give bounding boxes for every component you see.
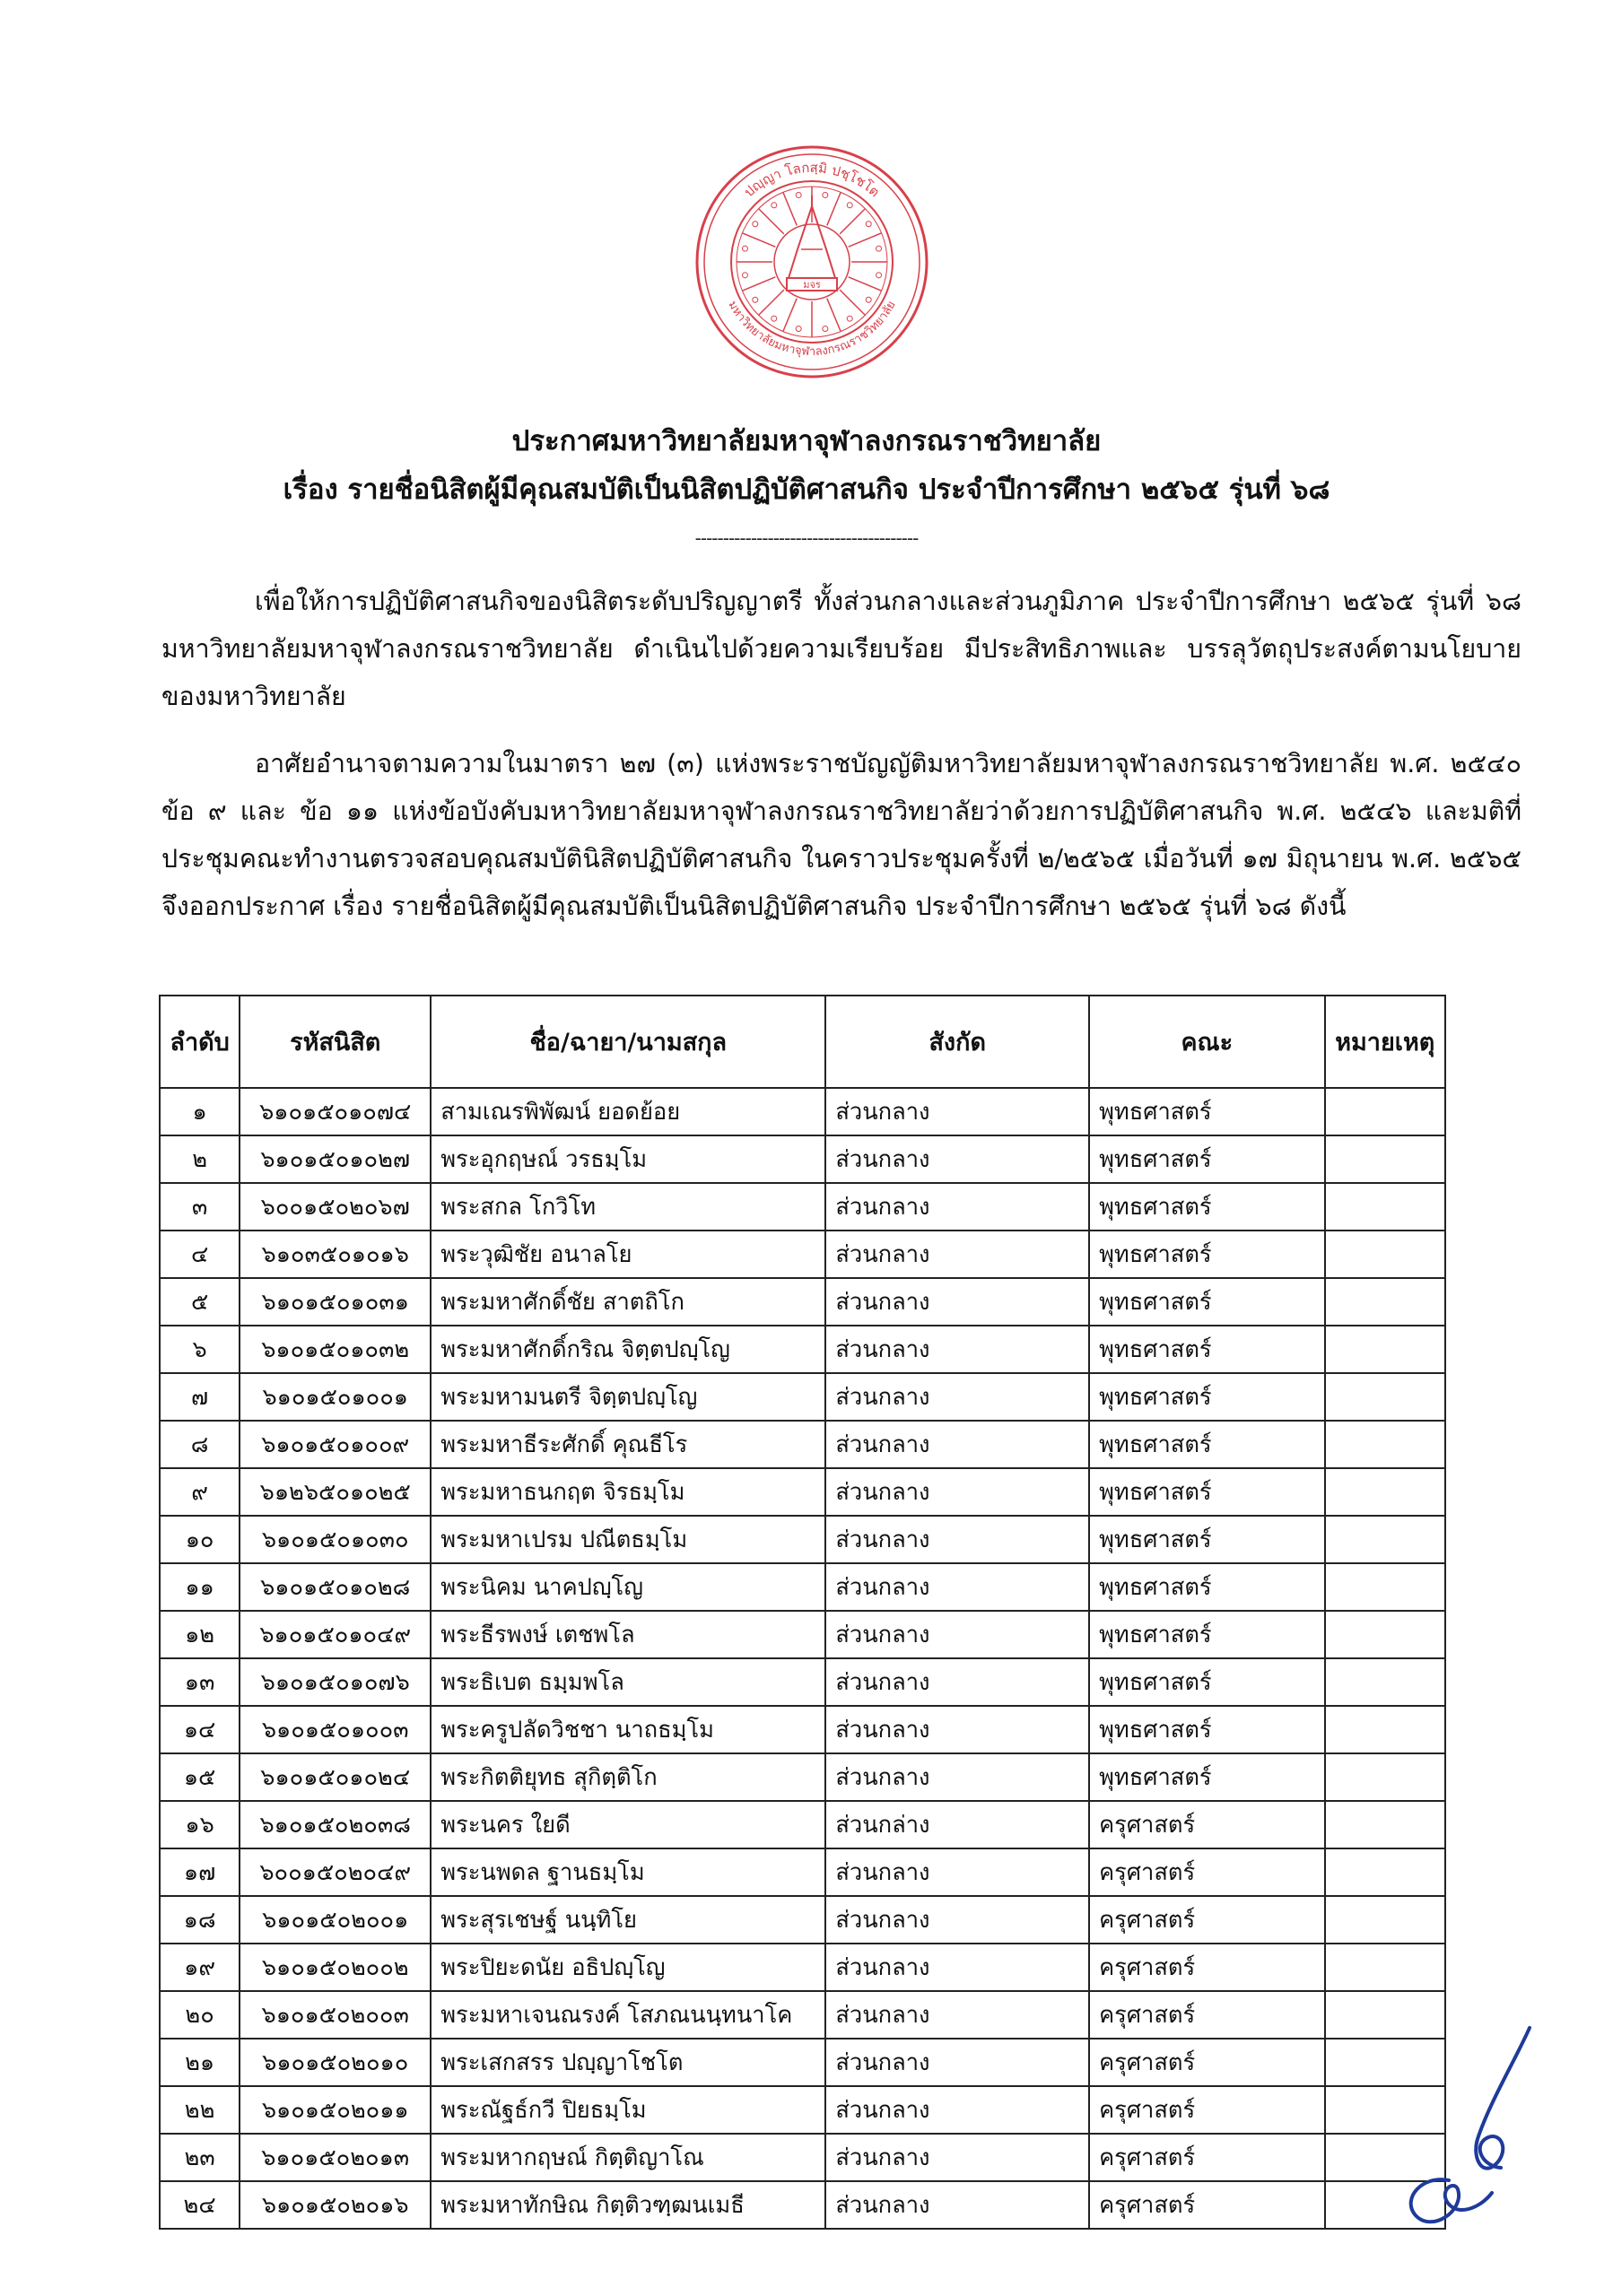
- row-faculty: พุทธศาสตร์: [1089, 1326, 1324, 1373]
- row-student-id: ๖๑๐๑๕๐๒๐๐๒: [240, 1944, 431, 1991]
- row-faculty: ครุศาสตร์: [1089, 1801, 1324, 1848]
- row-note: [1325, 1468, 1445, 1516]
- row-faculty: พุทธศาสตร์: [1089, 1706, 1324, 1753]
- row-name: พระนพดล ฐานธมฺโม: [431, 1848, 825, 1896]
- row-name: สามเณรพิพัฒน์ ยอดย้อย: [431, 1088, 825, 1135]
- row-faculty: พุทธศาสตร์: [1089, 1563, 1324, 1611]
- row-unit: ส่วนกลาง: [825, 1326, 1089, 1373]
- row-unit: ส่วนกลาง: [825, 1658, 1089, 1706]
- table-row: [160, 1991, 1445, 2039]
- table-row: [160, 1088, 1445, 1135]
- row-student-id: ๖๑๐๑๕๐๑๐๓๒: [240, 1326, 431, 1373]
- row-order: ๒๔: [160, 2181, 240, 2229]
- row-faculty: ครุศาสตร์: [1089, 2134, 1324, 2181]
- row-student-id: ๖๑๐๑๕๐๑๐๗๖: [240, 1658, 431, 1706]
- table-row: [160, 1801, 1445, 1848]
- table-row: [160, 1563, 1445, 1611]
- row-faculty: พุทธศาสตร์: [1089, 1135, 1324, 1183]
- row-faculty: พุทธศาสตร์: [1089, 1088, 1324, 1135]
- row-name: พระมหาทักษิณ กิตฺติวฑฺฒนเมธี: [431, 2181, 825, 2229]
- body-paragraph-2: อาศัยอำนาจตามความในมาตรา ๒๗ (๓) แห่งพระราชบัญญัติมหาวิทยาลัยมหาจุฬาลงกรณราชวิทยาลัย พ.ศ. ๒๕๔๐ ข้อ ๙ และ ข้อ ๑๑ แห่งข้อบังคับมหาวิทยาลัยมหาจุฬาลงกรณราชวิทยาลัยว่าด้วยการปฏิบัติศาสนกิจ พ.ศ. ๒๕๔๖ และมติที่ประชุมคณะทำงานตรวจสอบคุณสมบัตินิสิตปฏิบัติศาสนกิจ ในคราวประชุมครั้งที่ ๒/๒๕๖๕ เมื่อวันที่ ๑๗ มิถุนายน พ.ศ. ๒๕๖๕ จึงออกประกาศ เรื่อง รายชื่อนิสิตผู้มีคุณสมบัติเป็นนิสิตปฏิบัติศาสนกิจ ประจำปีการศึกษา ๒๕๖๕ รุ่นที่ ๖๘ ดังนี้: [161, 749, 1521, 921]
- row-name: พระมหากฤษณ์ กิตฺติญาโณ: [431, 2134, 825, 2181]
- row-unit: ส่วนกลาง: [825, 1706, 1089, 1753]
- row-student-id: ๖๑๐๑๕๐๑๐๐๓: [240, 1706, 431, 1753]
- row-name: พระสุรเชษฐ์ นนฺทิโย: [431, 1896, 825, 1944]
- row-unit: ส่วนกลาง: [825, 1088, 1089, 1135]
- row-faculty: พุทธศาสตร์: [1089, 1658, 1324, 1706]
- row-note: [1325, 1563, 1445, 1611]
- row-name: พระนิคม นาคปญฺโญ: [431, 1563, 825, 1611]
- row-order: ๖: [160, 1326, 240, 1373]
- announcement-title: ประกาศมหาวิทยาลัยมหาจุฬาลงกรณราชวิทยาลัย: [511, 425, 1102, 457]
- table-row: [160, 1421, 1445, 1468]
- row-unit: ส่วนกลาง: [825, 1611, 1089, 1658]
- header-student-id: รหัสนิสิต: [240, 996, 431, 1088]
- row-note: [1325, 1088, 1445, 1135]
- table-row: [160, 1135, 1445, 1183]
- row-student-id: ๖๐๐๑๕๐๒๐๔๙: [240, 1848, 431, 1896]
- row-unit: ส่วนกลาง: [825, 1991, 1089, 2039]
- row-order: ๑๔: [160, 1706, 240, 1753]
- row-order: ๒๒: [160, 2086, 240, 2134]
- row-unit: ส่วนกลาง: [825, 1373, 1089, 1421]
- table-row: [160, 1848, 1445, 1896]
- signature-mark: [1395, 2022, 1548, 2229]
- table-row: [160, 2181, 1445, 2229]
- row-student-id: ๖๑๐๑๕๐๒๐๑๓: [240, 2134, 431, 2181]
- row-unit: ส่วนกลาง: [825, 2086, 1089, 2134]
- table-row: [160, 1516, 1445, 1563]
- row-student-id: ๖๐๐๑๕๐๒๐๖๗: [240, 1183, 431, 1231]
- table-row: [160, 1753, 1445, 1801]
- table-row: [160, 1326, 1445, 1373]
- header-order: ลำดับ: [160, 996, 240, 1088]
- row-faculty: พุทธศาสตร์: [1089, 1421, 1324, 1468]
- row-order: ๕: [160, 1278, 240, 1326]
- row-faculty: พุทธศาสตร์: [1089, 1231, 1324, 1278]
- table-row: [160, 2134, 1445, 2181]
- row-student-id: ๖๑๐๑๕๐๒๐๑๑: [240, 2086, 431, 2134]
- row-order: ๗: [160, 1373, 240, 1421]
- row-name: พระมหาศักดิ์ชัย สาตถิโก: [431, 1278, 825, 1326]
- table-row: [160, 1278, 1445, 1326]
- row-unit: ส่วนกลาง: [825, 1896, 1089, 1944]
- row-name: พระเสกสรร ปญฺญาโชโต: [431, 2039, 825, 2086]
- row-note: [1325, 1183, 1445, 1231]
- row-order: ๒๑: [160, 2039, 240, 2086]
- row-student-id: ๖๑๒๖๕๐๑๐๒๕: [240, 1468, 431, 1516]
- row-order: ๑๒: [160, 1611, 240, 1658]
- row-faculty: ครุศาสตร์: [1089, 1896, 1324, 1944]
- row-order: ๙: [160, 1468, 240, 1516]
- row-faculty: ครุศาสตร์: [1089, 1991, 1324, 2039]
- row-unit: ส่วนกลาง: [825, 2134, 1089, 2181]
- header-name: ชื่อ/ฉายา/นามสกุล: [431, 996, 825, 1088]
- announcement-subject: เรื่อง รายชื่อนิสิตผู้มีคุณสมบัติเป็นนิสิตปฏิบัติศาสนกิจ ประจำปีการศึกษา ๒๕๖๕ รุ่นที่ ๖๘: [283, 474, 1330, 506]
- table-row: [160, 1706, 1445, 1753]
- title-divider: ----------------------------------------: [694, 527, 919, 549]
- table-row: [160, 1231, 1445, 1278]
- student-roster-table: [159, 995, 1446, 2230]
- table-row: [160, 1658, 1445, 1706]
- row-student-id: ๖๑๐๑๕๐๒๐๓๘: [240, 1801, 431, 1848]
- svg-text:มจร: มจร: [803, 279, 821, 291]
- row-name: พระมหาธนกฤต จิรธมฺโม: [431, 1468, 825, 1516]
- row-name: พระอุกฤษณ์ วรธมฺโม: [431, 1135, 825, 1183]
- table-header-row: [160, 996, 1445, 1088]
- row-student-id: ๖๑๐๑๕๐๒๐๑๐: [240, 2039, 431, 2086]
- row-name: พระมหาเจนณรงค์ โสภณนนฺทนาโค: [431, 1991, 825, 2039]
- row-name: พระธีรพงษ์ เตชพโล: [431, 1611, 825, 1658]
- row-order: ๘: [160, 1421, 240, 1468]
- row-note: [1325, 1326, 1445, 1373]
- row-order: ๑: [160, 1088, 240, 1135]
- row-unit: ส่วนกลาง: [825, 1468, 1089, 1516]
- row-unit: ส่วนกลาง: [825, 2039, 1089, 2086]
- table-row: [160, 1611, 1445, 1658]
- row-faculty: พุทธศาสตร์: [1089, 1516, 1324, 1563]
- row-order: ๓: [160, 1183, 240, 1231]
- row-name: พระมหามนตรี จิตฺตปญฺโญ: [431, 1373, 825, 1421]
- table-row: [160, 1468, 1445, 1516]
- row-unit: ส่วนกลาง: [825, 1135, 1089, 1183]
- row-order: ๑๓: [160, 1658, 240, 1706]
- row-unit: ส่วนกลาง: [825, 1563, 1089, 1611]
- row-student-id: ๖๑๐๑๕๐๑๐๔๙: [240, 1611, 431, 1658]
- row-faculty: พุทธศาสตร์: [1089, 1753, 1324, 1801]
- row-name: พระปิยะดนัย อธิปญฺโญ: [431, 1944, 825, 1991]
- row-name: พระวุฒิชัย อนาลโย: [431, 1231, 825, 1278]
- row-unit: ส่วนกลาง: [825, 1231, 1089, 1278]
- row-order: ๑๐: [160, 1516, 240, 1563]
- row-unit: ส่วนกลาง: [825, 1278, 1089, 1326]
- row-student-id: ๖๑๐๑๕๐๑๐๒๔: [240, 1753, 431, 1801]
- row-order: ๑๑: [160, 1563, 240, 1611]
- row-order: ๑๕: [160, 1753, 240, 1801]
- row-unit: ส่วนกลาง: [825, 1944, 1089, 1991]
- row-note: [1325, 1944, 1445, 1991]
- table-row: [160, 1896, 1445, 1944]
- row-name: พระมหาเปรม ปณีตธมฺโม: [431, 1516, 825, 1563]
- row-faculty: ครุศาสตร์: [1089, 2181, 1324, 2229]
- row-student-id: ๖๑๐๑๕๐๑๐๒๗: [240, 1135, 431, 1183]
- row-name: พระมหาธีระศักดิ์ คุณธีโร: [431, 1421, 825, 1468]
- row-note: [1325, 1801, 1445, 1848]
- svg-text:มหาวิทยาลัยมหาจุฬาลงกรณราชวิทย: มหาวิทยาลัยมหาจุฬาลงกรณราชวิทยาลัย: [725, 299, 899, 360]
- row-note: [1325, 1231, 1445, 1278]
- row-note: [1325, 1753, 1445, 1801]
- row-faculty: ครุศาสตร์: [1089, 2086, 1324, 2134]
- row-faculty: ครุศาสตร์: [1089, 2039, 1324, 2086]
- row-student-id: ๖๑๐๑๕๐๒๐๐๓: [240, 1991, 431, 2039]
- row-note: [1325, 1611, 1445, 1658]
- row-note: [1325, 1896, 1445, 1944]
- row-faculty: พุทธศาสตร์: [1089, 1278, 1324, 1326]
- row-faculty: พุทธศาสตร์: [1089, 1183, 1324, 1231]
- row-faculty: ครุศาสตร์: [1089, 1944, 1324, 1991]
- row-unit: ส่วนกลาง: [825, 1421, 1089, 1468]
- row-faculty: ครุศาสตร์: [1089, 1848, 1324, 1896]
- table-row: [160, 1944, 1445, 1991]
- row-student-id: ๖๑๐๑๕๐๒๐๐๑: [240, 1896, 431, 1944]
- row-student-id: ๖๑๐๓๕๐๑๐๑๖: [240, 1231, 431, 1278]
- row-order: ๑๘: [160, 1896, 240, 1944]
- row-unit: ส่วนกล่าง: [825, 1801, 1089, 1848]
- row-student-id: ๖๑๐๑๕๐๑๐๐๑: [240, 1373, 431, 1421]
- row-note: [1325, 1373, 1445, 1421]
- row-student-id: ๖๑๐๑๕๐๑๐๓๑: [240, 1278, 431, 1326]
- row-name: พระนคร ใยดี: [431, 1801, 825, 1848]
- row-note: [1325, 1706, 1445, 1753]
- row-faculty: พุทธศาสตร์: [1089, 1611, 1324, 1658]
- row-name: พระธิเบต ธมฺมพโล: [431, 1658, 825, 1706]
- row-order: ๑๗: [160, 1848, 240, 1896]
- row-name: พระมหาศักดิ์กริณ จิตฺตปญฺโญ: [431, 1326, 825, 1373]
- university-seal: [693, 144, 930, 380]
- row-student-id: ๖๑๐๑๕๐๑๐๒๘: [240, 1563, 431, 1611]
- row-order: ๒: [160, 1135, 240, 1183]
- header-unit: สังกัด: [825, 996, 1089, 1088]
- row-unit: ส่วนกลาง: [825, 1183, 1089, 1231]
- row-name: พระกิตติยุทธ สุกิตฺติโก: [431, 1753, 825, 1801]
- row-unit: ส่วนกลาง: [825, 1516, 1089, 1563]
- row-student-id: ๖๑๐๑๕๐๑๐๓๐: [240, 1516, 431, 1563]
- row-name: พระณัฐธ์กวี ปิยธมฺโม: [431, 2086, 825, 2134]
- table-row: [160, 2086, 1445, 2134]
- row-faculty: พุทธศาสตร์: [1089, 1373, 1324, 1421]
- row-note: [1325, 1658, 1445, 1706]
- row-order: ๒๓: [160, 2134, 240, 2181]
- row-unit: ส่วนกลาง: [825, 2181, 1089, 2229]
- row-order: ๒๐: [160, 1991, 240, 2039]
- row-note: [1325, 1278, 1445, 1326]
- row-order: ๑๖: [160, 1801, 240, 1848]
- table-row: [160, 2039, 1445, 2086]
- row-order: ๔: [160, 1231, 240, 1278]
- row-unit: ส่วนกลาง: [825, 1753, 1089, 1801]
- row-note: [1325, 1135, 1445, 1183]
- table-row: [160, 1373, 1445, 1421]
- row-name: พระสกล โกวิโท: [431, 1183, 825, 1231]
- row-note: [1325, 1848, 1445, 1896]
- row-faculty: พุทธศาสตร์: [1089, 1468, 1324, 1516]
- row-order: ๑๙: [160, 1944, 240, 1991]
- body-paragraph-1: เพื่อให้การปฏิบัติศาสนกิจของนิสิตระดับปริญญาตรี ทั้งส่วนกลางและส่วนภูมิภาค ประจำปีการศึกษา ๒๕๖๕ รุ่นที่ ๖๘ มหาวิทยาลัยมหาจุฬาลงกรณราชวิทยาลัย ดำเนินไปด้วยความเรียบร้อย มีประสิทธิภาพและ บรรลุวัตถุประสงค์ตามนโยบายของมหาวิทยาลัย: [161, 587, 1521, 711]
- row-unit: ส่วนกลาง: [825, 1848, 1089, 1896]
- row-name: พระครูปลัดวิชชา นาถธมฺโม: [431, 1706, 825, 1753]
- row-student-id: ๖๑๐๑๕๐๒๐๑๖: [240, 2181, 431, 2229]
- row-note: [1325, 1516, 1445, 1563]
- header-faculty: คณะ: [1089, 996, 1324, 1088]
- row-student-id: ๖๑๐๑๕๐๑๐๗๔: [240, 1088, 431, 1135]
- row-student-id: ๖๑๐๑๕๐๑๐๐๙: [240, 1421, 431, 1468]
- header-note: หมายเหตุ: [1325, 996, 1445, 1088]
- row-note: [1325, 1421, 1445, 1468]
- table-row: [160, 1183, 1445, 1231]
- svg-text:ปญฺญา โลกสฺมิ ปชฺโชโต: ปญฺญา โลกสฺมิ ปชฺโชโต: [740, 159, 884, 201]
